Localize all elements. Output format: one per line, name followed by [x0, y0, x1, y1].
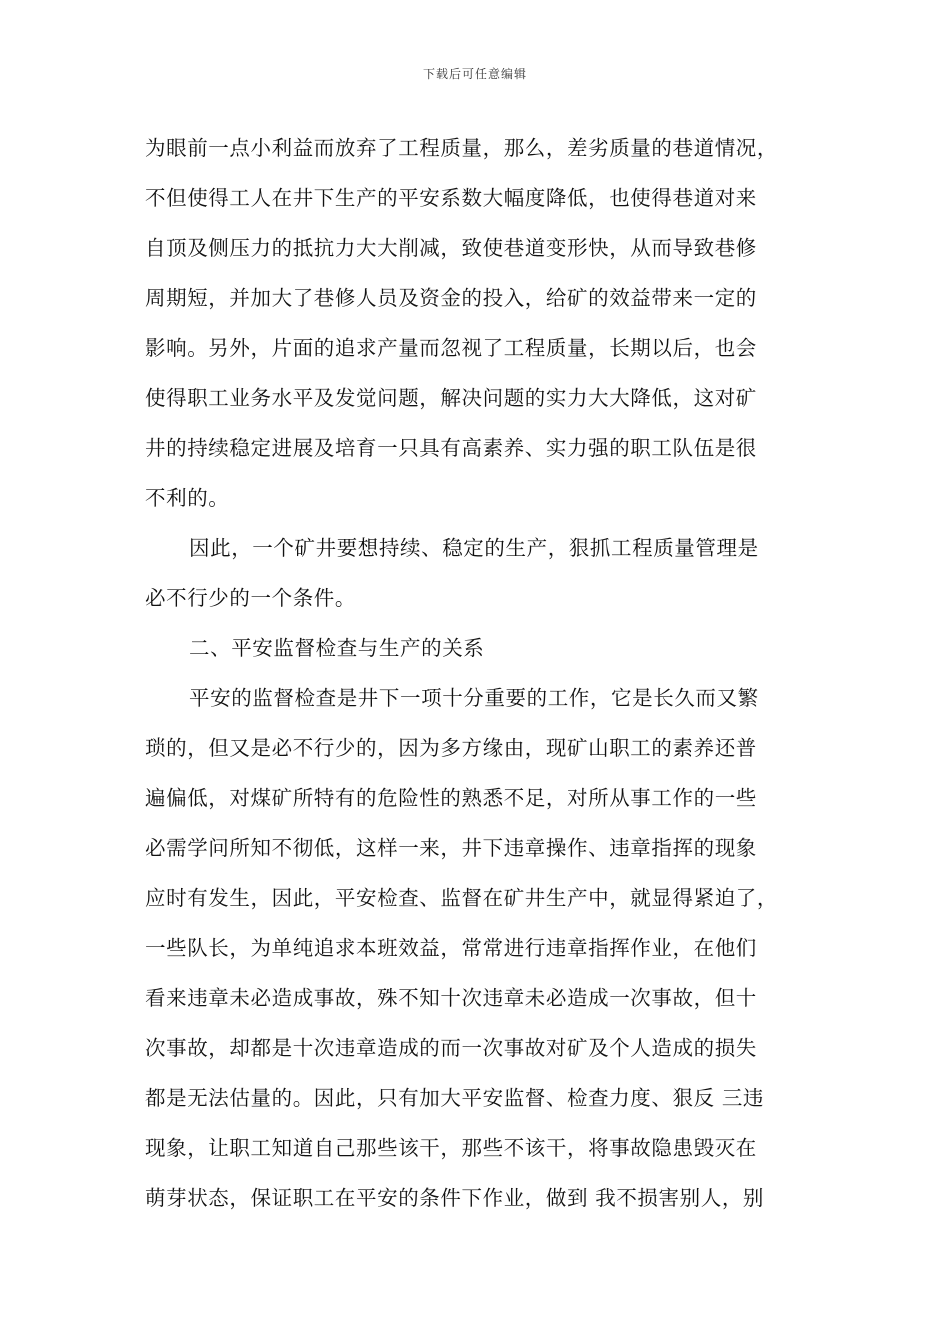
- text-line: 一些队长，为单纯追求本班效益，常常进行违章指挥作业，在他们: [145, 936, 757, 960]
- page-header: 下载后可任意编辑: [422, 67, 527, 81]
- text-line: 不但使得工人在井下生产的平安系数大幅度降低，也使得巷道对来: [145, 186, 757, 210]
- text-line: 都是无法估量的。因此，只有加大平安监督、检查力度、狠反 三违: [145, 1086, 765, 1110]
- text-line: 井的持续稳定进展及培育一只具有高素养、实力强的职工队伍是很: [145, 436, 757, 460]
- text-line: 琐的，但又是必不行少的，因为多方缘由，现矿山职工的素养还普: [145, 736, 757, 760]
- text-line: 看来违章未必造成事故，殊不知十次违章未必造成一次事故，但十: [145, 986, 757, 1010]
- text-line: 不利的。: [145, 486, 230, 510]
- text-line: 使得职工业务水平及发觉问题，解决问题的实力大大降低，这对矿: [145, 386, 757, 410]
- text-line: 必需学问所知不彻低，这样一来，井下违章操作、违章指挥的现象: [145, 836, 757, 860]
- text-line: 为眼前一点小利益而放弃了工程质量，那么，差劣质量的巷道情况，: [145, 136, 778, 160]
- text-line: 遍偏低，对煤矿所特有的危险性的熟悉不足，对所从事工作的一些: [145, 786, 757, 810]
- text-line: 应时有发生，因此，平安检查、监督在矿井生产中，就显得紧迫了，: [145, 886, 778, 910]
- text-line: 现象，让职工知道自己那些该干，那些不该干，将事故隐患毁灭在: [145, 1136, 757, 1160]
- text-line: 因此，一个矿井要想持续、稳定的生产，狠抓工程质量管理是: [189, 536, 759, 560]
- text-line: 必不行少的一个条件。: [145, 586, 356, 610]
- text-line: 平安的监督检查是井下一项十分重要的工作，它是长久而又繁: [189, 686, 759, 710]
- text-line: 周期短，并加大了巷修人员及资金的投入，给矿的效益带来一定的: [145, 286, 757, 310]
- text-line: 萌芽状态，保证职工在平安的条件下作业，做到 我不损害别人，别: [145, 1186, 765, 1210]
- text-line: 自顶及侧压力的抵抗力大大削减，致使巷道变形快，从而导致巷修: [145, 236, 757, 260]
- section-heading: 二、平安监督检查与生产的关系: [189, 636, 485, 660]
- text-line: 影响。另外，片面的追求产量而忽视了工程质量，长期以后，也会: [145, 336, 757, 360]
- text-line: 次事故，却都是十次违章造成的而一次事故对矿及个人造成的损失: [145, 1036, 757, 1060]
